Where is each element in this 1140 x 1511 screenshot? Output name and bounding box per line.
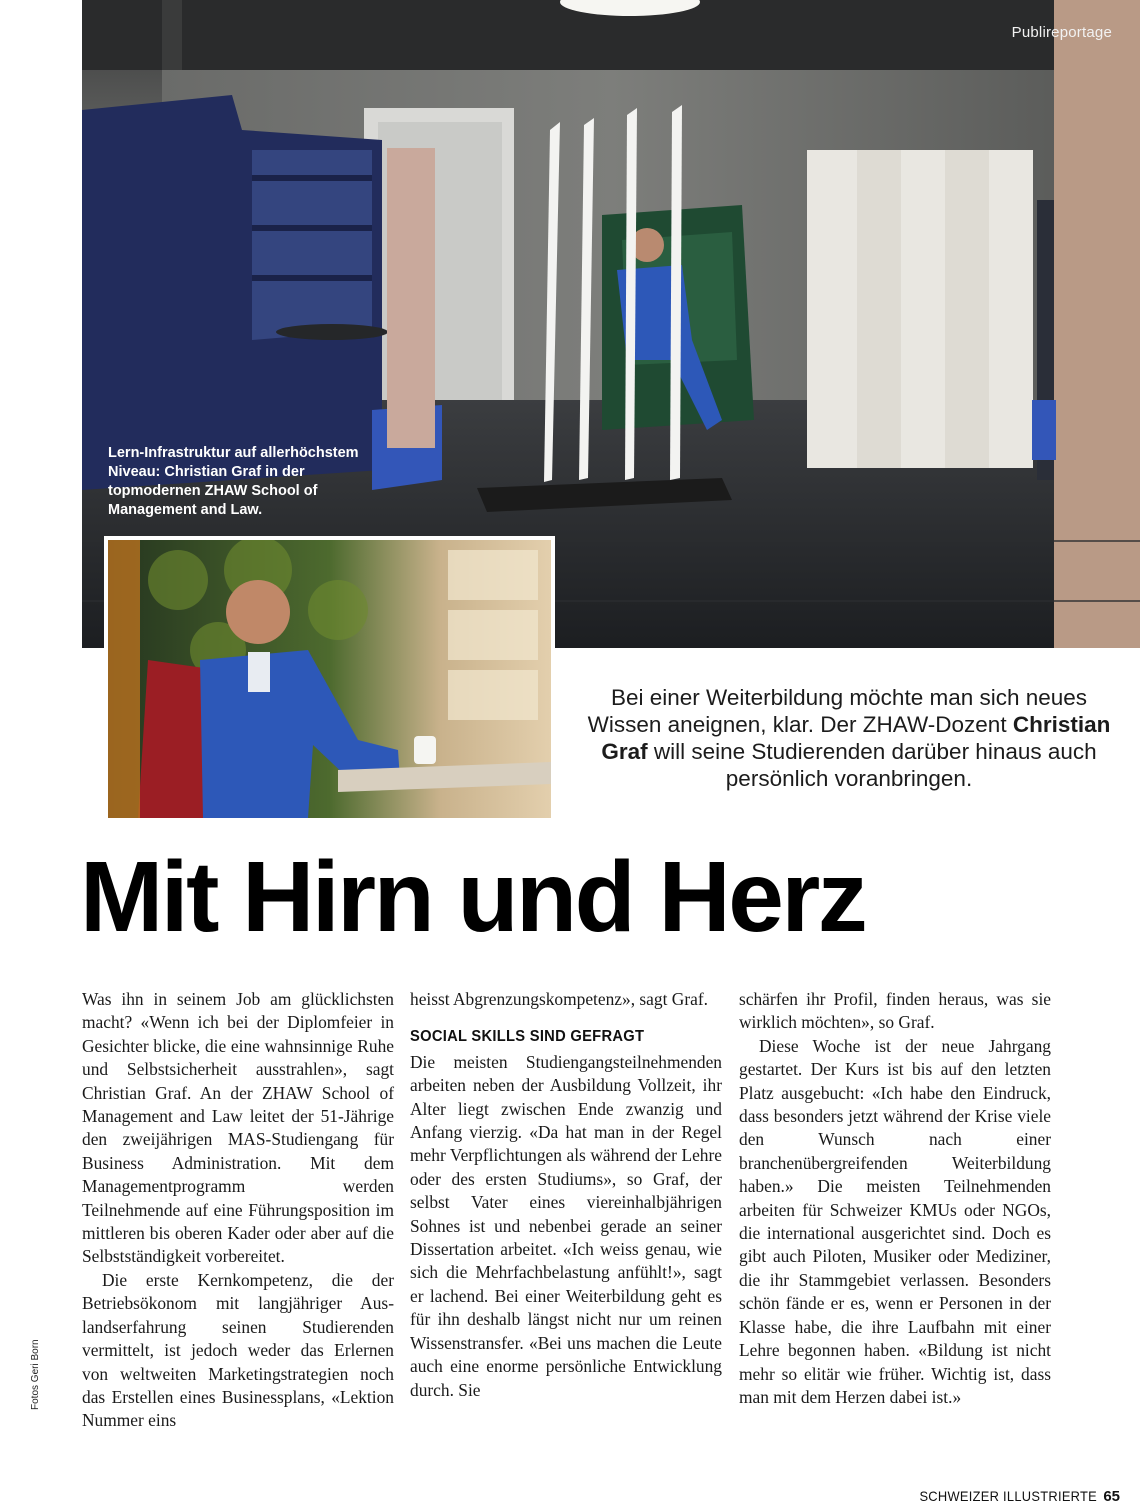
publireportage-tag: Publireportage bbox=[1011, 24, 1112, 41]
body-column-3 bbox=[739, 988, 1051, 1409]
photo-credit: Fotos Geri Born bbox=[30, 1339, 41, 1410]
coffee-cup bbox=[414, 736, 436, 764]
paragraph: Was ihn in seinem Job am glücklichsten macht? «Wenn ich bei der Diplomfeier in Gesichter blicke, die eine wahnsinnige Ruhe und Selbstsicherheit ausstrahlen», sagt Christian Graf. An der ZHAW School of Management and Law leitet der 51-Jährige den zweijährigen MAS-Studiengang für Business Administration. Mit dem Managementprogramm werden Teilnehmende auf eine Führungsposition im mittleren bis oberen Kader oder aber auf die Selbstständigkeit vorbereitet. bbox=[82, 989, 394, 1267]
man-head bbox=[226, 580, 290, 644]
window bbox=[448, 550, 538, 720]
felt-screens bbox=[807, 150, 1033, 468]
body-column-2 bbox=[410, 988, 722, 1402]
page-number: 65 bbox=[1103, 1488, 1120, 1505]
intro-text bbox=[580, 684, 1118, 792]
headline: Mit Hirn und Herz bbox=[80, 841, 866, 953]
paragraph: schärfen ihr Profil, finden heraus, was sie wirklich möchten», so Graf. bbox=[739, 989, 1051, 1033]
paragraph: Die erste Kernkompetenz, die der Betriebsökonom mit langjähriger Auslandserfahrung seinen Studierenden vermittelt, ist jedoch weder das Erlernen von weltweiten Marketingstrategien noch das Erstellen eines Businessplans, «Lektion Nummer eins bbox=[82, 1269, 394, 1431]
intro-after: will seine Studierenden darüber hinaus auch persönlich voranbringen. bbox=[647, 739, 1097, 791]
subheading: SOCIAL SKILLS SIND GEFRAGT bbox=[410, 1028, 645, 1046]
portrait-photo bbox=[104, 536, 555, 822]
intro-before: Bei einer Weiterbildung möchte man sich neues Wissen aneignen, klar. Der ZHAW-Dozent bbox=[587, 685, 1088, 737]
intro-name: Christian Graf bbox=[601, 712, 1111, 764]
right-felt-wall bbox=[1054, 0, 1140, 648]
paragraph: Die meisten Studiengangsteilnehmenden arbeiten neben der Ausbildung Vollzeit, ihr Alter liegt zwischen Ende zwanzig und Anfang vierzig. «Da hat man in der Regel mehr Verpflichtungen als während der Lehre oder des ersten Studiums», so Graf, der selbst Vater eines viereinhalbjährigen Sohnes ist und nebenbei gerade an seiner Dissertation arbeitet. «Ich weiss genau, wie sich die Mehrfachbelastung anfühlt!», sagt er lachend. Bei einer Weiterbildung geht es für ihn deshalb längst nicht nur um reinen Wissenstransfer. «Bei uns machen die Leute auch eine enorme persönliche Entwicklung durch. Sie bbox=[410, 1051, 722, 1400]
page-footer bbox=[904, 1488, 1120, 1505]
side-table bbox=[276, 324, 388, 340]
paragraph: heisst Abgrenzungskompetenz», sagt Graf. bbox=[410, 989, 708, 1009]
paragraph: Diese Woche ist der neue Jahrgang gestartet. Der Kurs ist bis auf den letzten Platz ausgebucht: «Ich habe den Eindruck, dass besonders jetzt während der Krise viele den Wunsch nach einer branchenübergreifenden Weiterbildung haben.» Die meisten Teilnehmenden arbeiten für Schweizer KMUs oder NGOs, die international ausgerichtet sind. Doch es gibt auch Piloten, Musiker oder Mediziner, die ihr Stammgebiet verlassen. Besonders schön fände er es, wenn er Personen in der Klasse habe, die ihre Laufbahn mit einer Lehre begonnen haben. «Bildung ist nicht mehr so elitär wie früher. Wichtig ist, dass man mit dem Herzen dabei ist.» bbox=[739, 1035, 1051, 1407]
hero-caption: Lern-Infrastruktur auf allerhöchstem Niveau: Christian Graf in der topmodernen ZHAW School of Management and Law. bbox=[108, 445, 359, 518]
felt-partition bbox=[387, 148, 435, 448]
body-column-1 bbox=[82, 988, 394, 1433]
portrait-scene bbox=[108, 540, 551, 818]
publication-name: SCHWEIZER ILLUSTRIERTE bbox=[919, 1488, 1098, 1504]
